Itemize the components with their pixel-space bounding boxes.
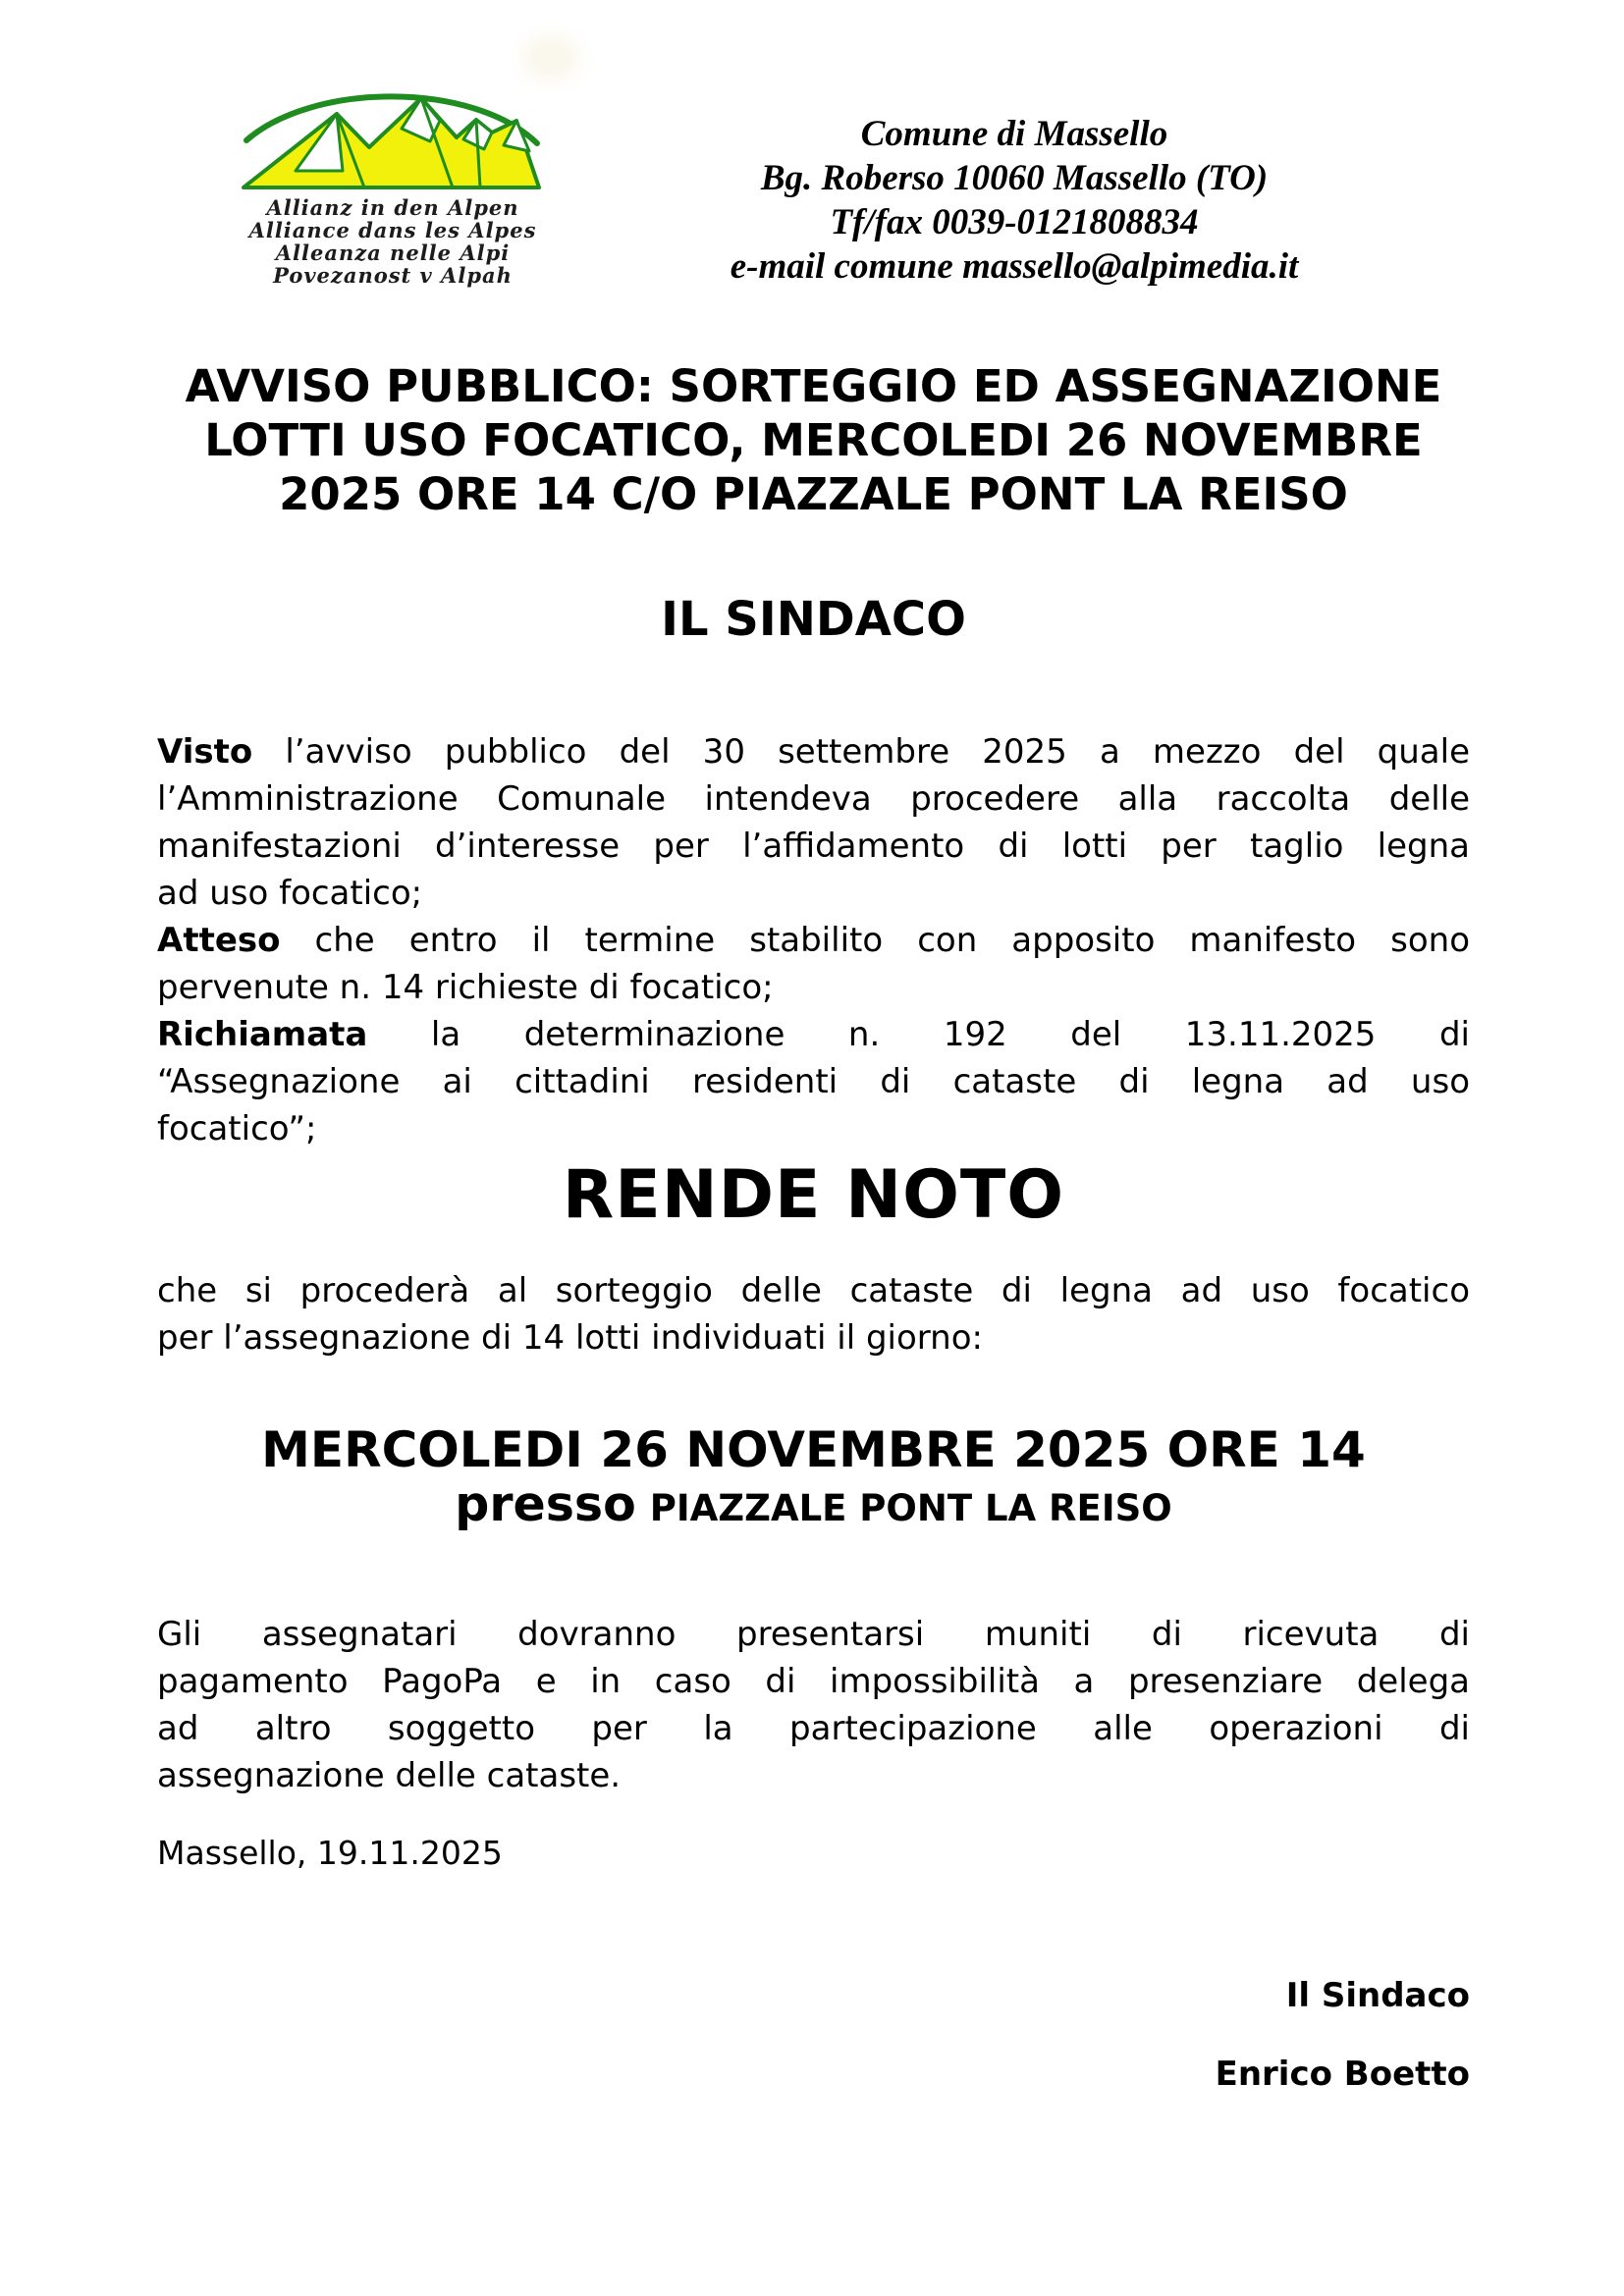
text-line: manifestazioni d’interesse per l’affidamento di lotti per taglio legna bbox=[157, 827, 1470, 866]
text-line: Gli assegnatari dovranno presentarsi muniti di ricevuta di bbox=[157, 1615, 1470, 1654]
notice-title-line: AVVISO PUBBLICO: SORTEGGIO ED ASSEGNAZIONE bbox=[185, 360, 1442, 412]
text-line: Richiamata la determinazione n. 192 del 13.11.2025 di bbox=[157, 1015, 1470, 1054]
lead-word: Atteso bbox=[157, 921, 281, 960]
notice-title-line: LOTTI USO FOCATICO, MERCOLEDI 26 NOVEMBRE bbox=[204, 414, 1423, 466]
municipality-address: Bg. Roberso 10060 Massello (TO) bbox=[760, 158, 1269, 198]
text-line: che si procederà al sorteggio delle cataste di legna ad uso focatico bbox=[157, 1271, 1470, 1310]
event-location-line bbox=[157, 1474, 1470, 1539]
premises-paragraph bbox=[157, 728, 1470, 1152]
municipality-contact-block bbox=[720, 112, 1309, 289]
text-line: ad altro soggetto per la partecipazione alle operazioni di bbox=[157, 1709, 1470, 1748]
text-line: pervenute n. 14 richieste di focatico; bbox=[157, 968, 774, 1007]
event-location: PIAZZALE PONT LA REISO bbox=[649, 1487, 1172, 1529]
municipality-email: e-mail comune massello@alpimedia.it bbox=[730, 246, 1299, 287]
mountains-logo-icon bbox=[229, 67, 553, 194]
text-line: “Assegnazione ai cittadini residenti di cataste di legna ad uso bbox=[157, 1062, 1470, 1101]
logo-caption-line: Alleanza nelle Alpi bbox=[275, 240, 511, 265]
event-date-heading: MERCOLEDI 26 NOVEMBRE 2025 ORE 14 bbox=[261, 1421, 1366, 1478]
rende-noto-heading: RENDE NOTO bbox=[562, 1156, 1065, 1234]
signature-block bbox=[157, 1975, 1470, 2095]
text-line: per l’assegnazione di 14 lotti individuati il giorno: bbox=[157, 1318, 983, 1358]
text-line: Atteso che entro il termine stabilito con apposito manifesto sono bbox=[157, 921, 1470, 960]
text-line: assegnazione delle cataste. bbox=[157, 1756, 622, 1795]
logo-caption-line: Allianz in den Alpen bbox=[266, 195, 519, 220]
presso-word: presso bbox=[455, 1476, 636, 1532]
place-and-date: Massello, 19.11.2025 bbox=[157, 1834, 503, 1872]
lead-word: Richiamata bbox=[157, 1015, 368, 1054]
text-line: Visto l’avviso pubblico del 30 settembre 2025 a mezzo del quale bbox=[157, 732, 1470, 772]
logo-caption-line: Alliance dans les Alpes bbox=[248, 218, 537, 242]
logo-caption bbox=[201, 196, 584, 287]
instructions-paragraph bbox=[157, 1611, 1470, 1799]
signature-name: Enrico Boetto bbox=[1215, 2055, 1470, 2094]
notice-title bbox=[157, 359, 1470, 521]
text-line: pagamento PagoPa e in caso di impossibilità a presenziare delega bbox=[157, 1662, 1470, 1701]
notice-title-line: 2025 ORE 14 C/O PIAZZALE PONT LA REISO bbox=[279, 468, 1348, 520]
alliance-in-the-alps-logo bbox=[229, 67, 553, 194]
text-line: l’Amministrazione Comunale intendeva procedere alla raccolta delle bbox=[157, 779, 1470, 819]
text-line: ad uso focatico; bbox=[157, 874, 423, 913]
lead-word: Visto bbox=[157, 732, 253, 772]
logo-caption-line: Povezanost v Alpah bbox=[273, 263, 513, 288]
text-line: focatico”; bbox=[157, 1109, 317, 1148]
mayor-heading: IL SINDACO bbox=[661, 592, 966, 647]
municipality-name: Comune di Massello bbox=[860, 114, 1168, 154]
announcement-paragraph bbox=[157, 1267, 1470, 1362]
municipality-phone: Tf/fax 0039-0121808834 bbox=[830, 202, 1199, 242]
signature-role: Il Sindaco bbox=[1285, 1976, 1470, 2015]
